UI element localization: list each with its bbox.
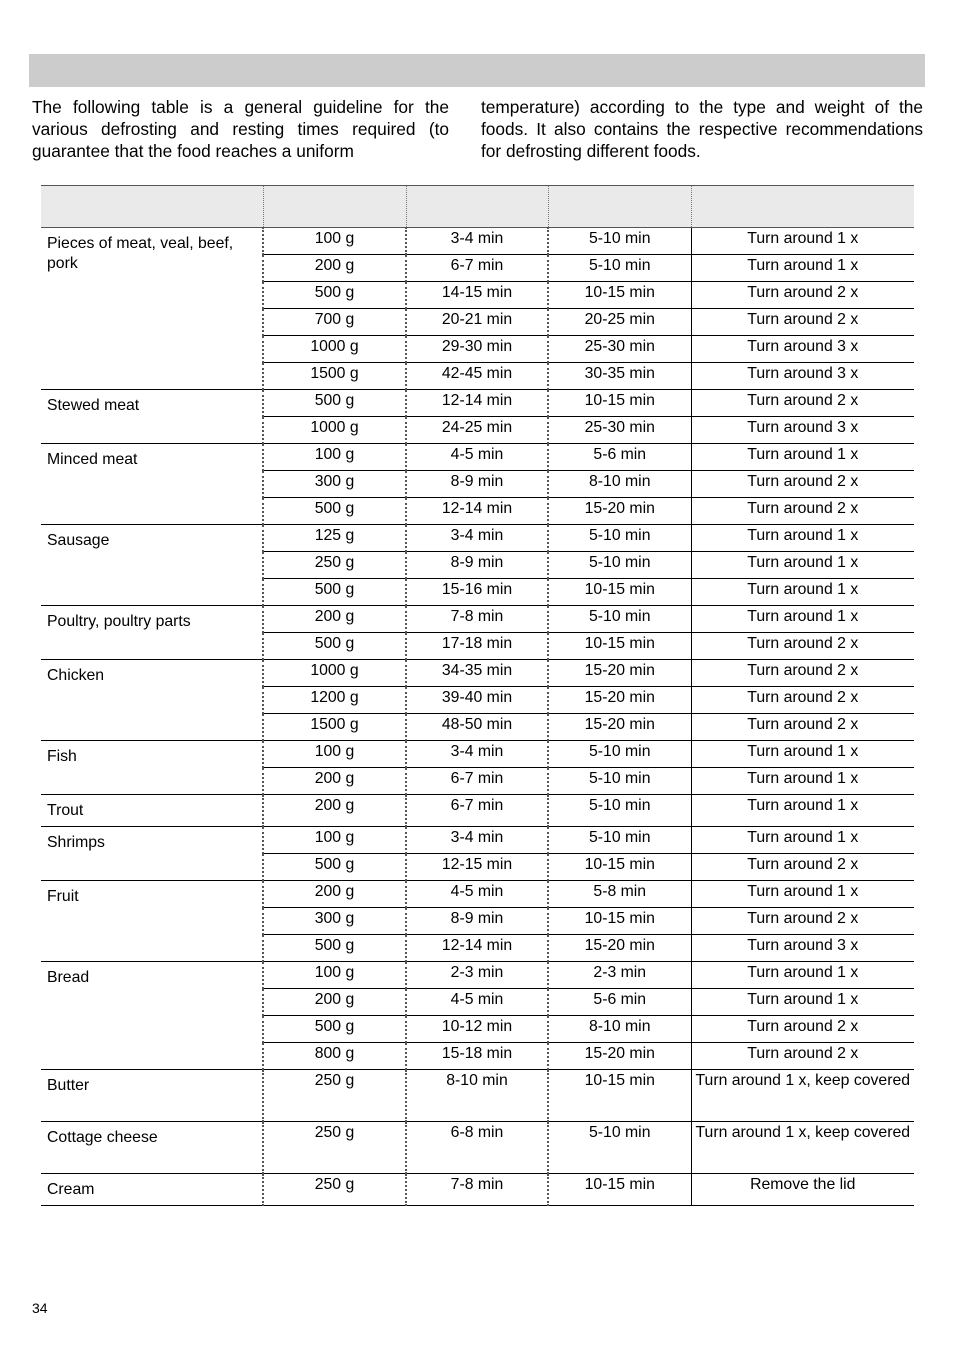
weight-cell: 500 g — [263, 498, 406, 525]
weight-cell: 250 g — [263, 1122, 406, 1174]
weight-cell: 300 g — [263, 908, 406, 935]
defrost-time-cell: 12-14 min — [406, 390, 548, 417]
defrost-time-cell: 42-45 min — [406, 363, 548, 390]
table-row — [41, 881, 914, 908]
defrost-time-cell: 3-4 min — [406, 827, 548, 854]
food-name-cell: Cottage cheese — [41, 1122, 263, 1174]
rest-time-cell: 30-35 min — [548, 363, 691, 390]
weight-cell: 1500 g — [263, 363, 406, 390]
notes-cell: Turn around 3 x — [691, 417, 914, 444]
notes-cell: Turn around 1 x — [691, 827, 914, 854]
rest-time-cell: 10-15 min — [548, 854, 691, 881]
food-name-cell: Trout — [41, 795, 263, 827]
notes-cell: Turn around 1 x — [691, 228, 914, 255]
defrost-time-cell: 8-9 min — [406, 908, 548, 935]
weight-cell: 500 g — [263, 633, 406, 660]
notes-cell: Turn around 1 x, keep covered — [691, 1122, 914, 1174]
header-cell-rest-time — [548, 186, 691, 228]
rest-time-cell: 10-15 min — [548, 908, 691, 935]
weight-cell: 1200 g — [263, 687, 406, 714]
food-name-cell: Cream — [41, 1174, 263, 1206]
rest-time-cell: 20-25 min — [548, 309, 691, 336]
notes-cell: Turn around 3 x — [691, 935, 914, 962]
weight-cell: 1000 g — [263, 336, 406, 363]
weight-cell: 800 g — [263, 1043, 406, 1070]
defrost-time-cell: 15-18 min — [406, 1043, 548, 1070]
header-cell-notes — [691, 186, 914, 228]
weight-cell: 100 g — [263, 741, 406, 768]
notes-cell: Turn around 1 x — [691, 989, 914, 1016]
weight-cell: 500 g — [263, 1016, 406, 1043]
weight-cell: 1500 g — [263, 714, 406, 741]
defrost-time-cell: 4-5 min — [406, 881, 548, 908]
table-header-row — [41, 186, 914, 228]
rest-time-cell: 25-30 min — [548, 417, 691, 444]
notes-cell: Turn around 3 x — [691, 336, 914, 363]
defrost-time-cell: 3-4 min — [406, 228, 548, 255]
food-name-cell: Sausage — [41, 525, 263, 606]
notes-cell: Turn around 2 x — [691, 854, 914, 881]
weight-cell: 200 g — [263, 795, 406, 827]
food-name-cell: Shrimps — [41, 827, 263, 881]
notes-cell: Turn around 2 x — [691, 687, 914, 714]
table-row — [41, 1174, 914, 1206]
notes-cell: Turn around 1 x — [691, 525, 914, 552]
notes-cell: Turn around 1 x — [691, 881, 914, 908]
notes-cell: Turn around 1 x — [691, 255, 914, 282]
defrost-time-cell: 15-16 min — [406, 579, 548, 606]
table-row — [41, 444, 914, 471]
rest-time-cell: 5-10 min — [548, 606, 691, 633]
section-header-bar — [29, 54, 925, 87]
rest-time-cell: 5-10 min — [548, 525, 691, 552]
defrost-time-cell: 4-5 min — [406, 989, 548, 1016]
notes-cell: Turn around 2 x — [691, 633, 914, 660]
food-name-cell: Bread — [41, 962, 263, 1070]
defrost-time-cell: 7-8 min — [406, 1174, 548, 1206]
rest-time-cell: 10-15 min — [548, 282, 691, 309]
rest-time-cell: 15-20 min — [548, 660, 691, 687]
notes-cell: Turn around 2 x — [691, 498, 914, 525]
rest-time-cell: 10-15 min — [548, 1070, 691, 1122]
defrost-time-cell: 20-21 min — [406, 309, 548, 336]
weight-cell: 500 g — [263, 282, 406, 309]
defrost-time-cell: 8-9 min — [406, 471, 548, 498]
notes-cell: Turn around 1 x — [691, 606, 914, 633]
rest-time-cell: 15-20 min — [548, 498, 691, 525]
rest-time-cell: 15-20 min — [548, 935, 691, 962]
defrost-time-cell: 7-8 min — [406, 606, 548, 633]
rest-time-cell: 8-10 min — [548, 1016, 691, 1043]
rest-time-cell: 5-6 min — [548, 989, 691, 1016]
notes-cell: Turn around 2 x — [691, 282, 914, 309]
food-name-cell: Poultry, poultry parts — [41, 606, 263, 660]
rest-time-cell: 15-20 min — [548, 687, 691, 714]
defrost-time-cell: 10-12 min — [406, 1016, 548, 1043]
weight-cell: 500 g — [263, 854, 406, 881]
defrost-time-cell: 8-9 min — [406, 552, 548, 579]
notes-cell: Turn around 1 x, keep covered — [691, 1070, 914, 1122]
food-name-cell: Fish — [41, 741, 263, 795]
defrost-time-cell: 34-35 min — [406, 660, 548, 687]
notes-cell: Turn around 1 x — [691, 579, 914, 606]
notes-cell: Turn around 1 x — [691, 552, 914, 579]
rest-time-cell: 5-10 min — [548, 741, 691, 768]
food-name-cell: Chicken — [41, 660, 263, 741]
table-row — [41, 660, 914, 687]
food-name-cell: Butter — [41, 1070, 263, 1122]
defrost-time-cell: 3-4 min — [406, 741, 548, 768]
header-cell-defrost-time — [406, 186, 548, 228]
weight-cell: 300 g — [263, 471, 406, 498]
weight-cell: 500 g — [263, 390, 406, 417]
defrosting-table — [41, 185, 914, 1206]
defrost-time-cell: 12-14 min — [406, 935, 548, 962]
rest-time-cell: 10-15 min — [548, 579, 691, 606]
weight-cell: 700 g — [263, 309, 406, 336]
table-row — [41, 962, 914, 989]
defrost-time-cell: 14-15 min — [406, 282, 548, 309]
rest-time-cell: 5-6 min — [548, 444, 691, 471]
rest-time-cell: 10-15 min — [548, 633, 691, 660]
table-row — [41, 525, 914, 552]
page-number: 34 — [32, 1300, 48, 1316]
defrost-time-cell: 12-15 min — [406, 854, 548, 881]
notes-cell: Turn around 2 x — [691, 1043, 914, 1070]
table-row — [41, 390, 914, 417]
defrost-time-cell: 24-25 min — [406, 417, 548, 444]
weight-cell: 500 g — [263, 935, 406, 962]
notes-cell: Turn around 2 x — [691, 1016, 914, 1043]
rest-time-cell: 2-3 min — [548, 962, 691, 989]
notes-cell: Turn around 2 x — [691, 471, 914, 498]
notes-cell: Turn around 2 x — [691, 390, 914, 417]
defrost-time-cell: 6-7 min — [406, 768, 548, 795]
notes-cell: Turn around 1 x — [691, 741, 914, 768]
weight-cell: 1000 g — [263, 417, 406, 444]
food-name-cell: Minced meat — [41, 444, 263, 525]
notes-cell: Remove the lid — [691, 1174, 914, 1206]
rest-time-cell: 5-10 min — [548, 552, 691, 579]
defrost-time-cell: 12-14 min — [406, 498, 548, 525]
notes-cell: Turn around 3 x — [691, 363, 914, 390]
header-cell-food — [41, 186, 263, 228]
rest-time-cell: 5-10 min — [548, 228, 691, 255]
rest-time-cell: 5-10 min — [548, 795, 691, 827]
defrost-time-cell: 17-18 min — [406, 633, 548, 660]
defrost-time-cell: 3-4 min — [406, 525, 548, 552]
notes-cell: Turn around 1 x — [691, 768, 914, 795]
notes-cell: Turn around 2 x — [691, 660, 914, 687]
weight-cell: 100 g — [263, 228, 406, 255]
rest-time-cell: 5-10 min — [548, 827, 691, 854]
defrost-time-cell: 48-50 min — [406, 714, 548, 741]
rest-time-cell: 5-10 min — [548, 768, 691, 795]
table-row — [41, 1070, 914, 1122]
weight-cell: 200 g — [263, 255, 406, 282]
defrost-time-cell: 39-40 min — [406, 687, 548, 714]
rest-time-cell: 10-15 min — [548, 1174, 691, 1206]
notes-cell: Turn around 1 x — [691, 795, 914, 827]
rest-time-cell: 15-20 min — [548, 1043, 691, 1070]
defrost-time-cell: 2-3 min — [406, 962, 548, 989]
rest-time-cell: 5-10 min — [548, 1122, 691, 1174]
weight-cell: 1000 g — [263, 660, 406, 687]
weight-cell: 200 g — [263, 768, 406, 795]
defrost-time-cell: 4-5 min — [406, 444, 548, 471]
notes-cell: Turn around 2 x — [691, 309, 914, 336]
defrost-time-cell: 6-7 min — [406, 255, 548, 282]
table-row — [41, 795, 914, 827]
weight-cell: 100 g — [263, 827, 406, 854]
rest-time-cell: 15-20 min — [548, 714, 691, 741]
weight-cell: 250 g — [263, 1070, 406, 1122]
table-row — [41, 606, 914, 633]
notes-cell: Turn around 2 x — [691, 908, 914, 935]
notes-cell: Turn around 1 x — [691, 962, 914, 989]
weight-cell: 200 g — [263, 606, 406, 633]
intro-text-left: The following table is a general guideline for the various defrosting and resting times required (to guarantee that the food reaches a uniform — [32, 97, 449, 161]
weight-cell: 250 g — [263, 552, 406, 579]
table-row — [41, 228, 914, 255]
table-body — [41, 228, 914, 1206]
food-name-cell: Pieces of meat, veal, beef, pork — [41, 228, 263, 390]
rest-time-cell: 5-8 min — [548, 881, 691, 908]
weight-cell: 200 g — [263, 881, 406, 908]
weight-cell: 500 g — [263, 579, 406, 606]
table-row — [41, 1122, 914, 1174]
notes-cell: Turn around 1 x — [691, 444, 914, 471]
rest-time-cell: 8-10 min — [548, 471, 691, 498]
weight-cell: 200 g — [263, 989, 406, 1016]
food-name-cell: Fruit — [41, 881, 263, 962]
food-name-cell: Stewed meat — [41, 390, 263, 444]
defrost-time-cell: 8-10 min — [406, 1070, 548, 1122]
rest-time-cell: 25-30 min — [548, 336, 691, 363]
weight-cell: 100 g — [263, 962, 406, 989]
rest-time-cell: 5-10 min — [548, 255, 691, 282]
notes-cell: Turn around 2 x — [691, 714, 914, 741]
defrost-time-cell: 6-7 min — [406, 795, 548, 827]
defrost-time-cell: 29-30 min — [406, 336, 548, 363]
weight-cell: 100 g — [263, 444, 406, 471]
rest-time-cell: 10-15 min — [548, 390, 691, 417]
weight-cell: 250 g — [263, 1174, 406, 1206]
defrost-time-cell: 6-8 min — [406, 1122, 548, 1174]
header-cell-weight — [263, 186, 406, 228]
weight-cell: 125 g — [263, 525, 406, 552]
table-row — [41, 827, 914, 854]
table-row — [41, 741, 914, 768]
intro-text-right: temperature) according to the type and weight of the foods. It also contains the respective recommendations for defrosting different foods. — [481, 97, 923, 161]
